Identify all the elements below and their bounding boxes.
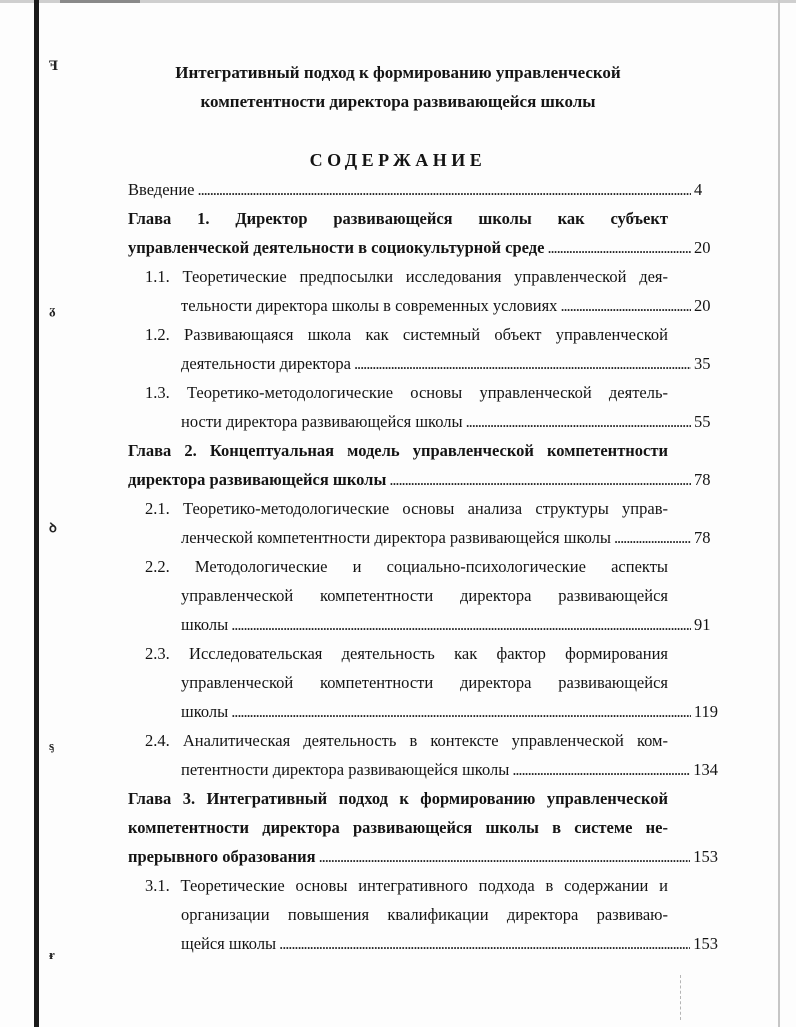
toc-heading: СОДЕРЖАНИЕ	[309, 150, 487, 170]
toc-page-number: 119	[693, 702, 718, 721]
toc-entry-section-1-3[interactable]	[181, 407, 718, 436]
dot-leader	[354, 349, 691, 378]
document-title	[128, 58, 668, 116]
toc-entry-section-2-2-line-1[interactable]: 2.2. Методологические и социально-психологические аспекты	[145, 557, 668, 576]
toc-page-number: 20	[694, 238, 711, 257]
binding-hole-mark-5: ᵲ	[49, 947, 55, 962]
table-of-contents	[128, 175, 718, 958]
toc-entry-title: тельности директора школы в современных условиях	[181, 296, 558, 315]
scan-top-edge-dark	[60, 0, 140, 3]
scan-artifact-line	[680, 975, 682, 1020]
title-line-1: Интегративный подход к формированию управленческой	[175, 63, 621, 82]
toc-entry-title: школы	[181, 615, 229, 634]
toc-entry-title: директора развивающейся школы	[128, 470, 387, 489]
title-line-2: компетентности директора развивающейся школы	[200, 92, 596, 111]
dot-leader	[231, 697, 691, 726]
toc-entry-section-1-3-line-1[interactable]: 1.3. Теоретико-методологические основы управленческой деятель-	[145, 383, 668, 402]
toc-entry-chapter-3[interactable]	[128, 842, 718, 871]
toc-entry-title: ности директора развивающейся школы	[181, 412, 463, 431]
dot-leader	[560, 291, 691, 320]
dot-leader	[198, 175, 691, 204]
toc-entry-section-3-1-line-1[interactable]: 3.1. Теоретические основы интегративного подхода в содержании и	[145, 876, 668, 895]
toc-entry-section-3-1-line-2[interactable]: организации повышения квалификации директора развиваю-	[181, 905, 668, 924]
toc-page-number: 153	[693, 934, 718, 953]
dot-leader	[547, 233, 691, 262]
binding-hole-mark-2: ᵹ	[49, 302, 56, 317]
toc-entry-title: деятельности директора	[181, 354, 351, 373]
toc-entry-section-1-2-line-1[interactable]: 1.2. Развивающаяся школа как системный объект управленческой	[145, 325, 668, 344]
toc-entry-section-2-3-line-1[interactable]: 2.3. Исследовательская деятельность как фактор формирования	[145, 644, 668, 663]
binding-hole-mark-1: ꟻ	[49, 58, 59, 73]
toc-entry-section-2-2[interactable]	[181, 610, 718, 639]
toc-entry-section-2-3-line-2[interactable]: управленческой компетентности директора развивающейся	[181, 673, 668, 692]
toc-entry-section-1-1[interactable]	[181, 291, 718, 320]
toc-entry-chapter-2[interactable]	[128, 465, 718, 494]
toc-entry-title: петентности директора развивающейся школы	[181, 760, 510, 779]
toc-entry-section-2-1-line-1[interactable]: 2.1. Теоретико-методологические основы анализа структуры управ-	[145, 499, 668, 518]
toc-page-number: 153	[693, 847, 718, 866]
toc-page-number: 134	[693, 760, 718, 779]
toc-entry-section-2-1[interactable]	[181, 523, 718, 552]
toc-entry-title: школы	[181, 702, 229, 721]
toc-entry-section-2-4-line-1[interactable]: 2.4. Аналитическая деятельность в контексте управленческой ком-	[145, 731, 668, 750]
dot-leader	[466, 407, 691, 436]
toc-page-number: 4	[694, 180, 703, 199]
toc-entry-chapter-3-line-1[interactable]: Глава 3. Интегративный подход к формированию управленческой	[128, 789, 668, 808]
toc-entry-intro[interactable]	[128, 175, 718, 204]
toc-entry-chapter-1[interactable]	[128, 233, 718, 262]
toc-entry-chapter-3-line-2[interactable]: компетентности директора развивающейся школы в системе не-	[128, 818, 668, 837]
toc-entry-section-3-1[interactable]	[181, 929, 718, 958]
toc-entry-title: Введение	[128, 180, 195, 199]
toc-entry-title: управленческой деятельности в социокультурной среде	[128, 238, 545, 257]
toc-entry-title: прерывного образования	[128, 847, 316, 866]
toc-page-number: 91	[694, 615, 711, 634]
dot-leader	[231, 610, 691, 639]
toc-entry-section-2-4[interactable]	[181, 755, 718, 784]
scan-left-edge	[34, 0, 39, 1027]
toc-page-number: 55	[694, 412, 711, 431]
dot-leader	[512, 755, 690, 784]
binding-hole-mark-4: ᶊ	[49, 738, 55, 753]
dot-leader	[319, 842, 691, 871]
toc-entry-section-2-2-line-2[interactable]: управленческой компетентности директора развивающейся	[181, 586, 668, 605]
toc-page-number: 78	[694, 528, 711, 547]
toc-entry-section-1-2[interactable]	[181, 349, 718, 378]
toc-entry-section-1-1-line-1[interactable]: 1.1. Теоретические предпосылки исследования управленческой дея-	[145, 267, 668, 286]
toc-entry-chapter-1-line-1[interactable]: Глава 1. Директор развивающейся школы как субъект	[128, 209, 668, 228]
toc-entry-section-2-3[interactable]	[181, 697, 718, 726]
scan-right-edge	[778, 0, 780, 1027]
toc-entry-title: щейся школы	[181, 934, 277, 953]
toc-entry-chapter-2-line-1[interactable]: Глава 2. Концептуальная модель управленческой компетентности	[128, 441, 668, 460]
binding-hole-mark-3: ꝺ	[49, 520, 57, 535]
toc-entry-title: ленческой компетентности директора развивающейся школы	[181, 528, 611, 547]
dot-leader	[614, 523, 691, 552]
toc-page-number: 35	[694, 354, 711, 373]
toc-page-number: 20	[694, 296, 711, 315]
dot-leader	[389, 465, 691, 494]
dot-leader	[279, 929, 690, 958]
toc-page-number: 78	[694, 470, 711, 489]
